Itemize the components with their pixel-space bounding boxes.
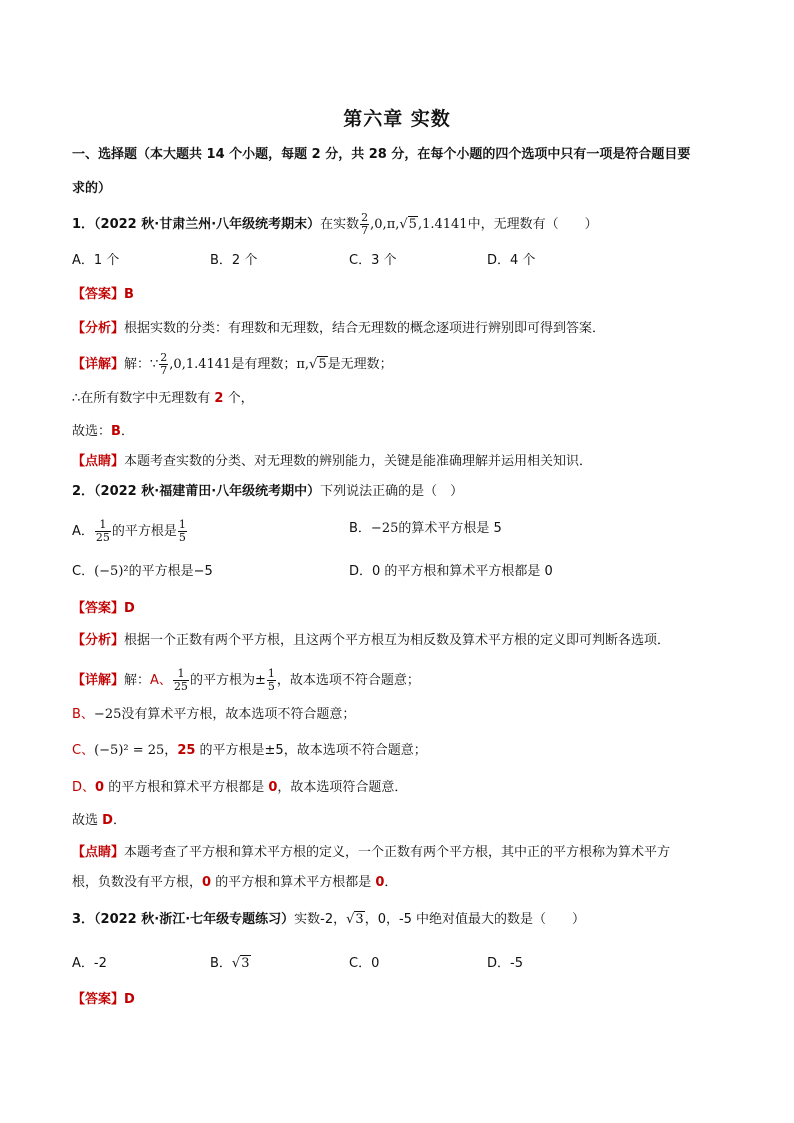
fraction: $\frac{2}{7}$: [361, 211, 369, 237]
q3-answer: 【答案】D: [72, 992, 135, 1007]
q1-conclusion: ∴在所有数字中无理数有 2 个，: [72, 391, 254, 406]
q1-analysis: 【分析】根据实数的分类：有理数和无理数，结合无理数的概念逐项进行辨别即可得到答案．: [72, 321, 606, 336]
section-heading-line2: 求的）: [72, 181, 112, 196]
q2-line-c: C、(−5)² = 25，25 的平方根是±5，故本选项不符合题意；: [72, 743, 427, 758]
q2-analysis: 【分析】根据一个正数有两个平方根，且这两个平方根互为相反数及算术平方根的定义即可判断各选项．: [72, 633, 671, 648]
q2-line-b: B、−25没有算术平方根，故本选项不符合题意；: [72, 707, 356, 722]
number-tail: ,1.4141: [417, 217, 468, 232]
question-3-stem: 3．（2022 秋·浙江·七年级专题练习）实数-2，√3，0，-5 中绝对值最大的数是（ ）: [72, 912, 586, 927]
q1-answer: 【答案】B: [72, 287, 134, 302]
q3-option-a: A．-2: [72, 956, 107, 971]
q1-option-d: D．4 个: [487, 253, 536, 268]
q2-option-c: C．(−5)²的平方根是−5: [72, 564, 213, 579]
q2-option-a: A． $\frac{1}{25}$ 的平方根是 $\frac{1}{5}$: [72, 518, 186, 544]
q1-comment: 【点睛】本题考查实数的分类、对无理数的辨别能力，关键是能准确理解并运用相关知识．: [72, 454, 593, 469]
chapter-title: 第六章 实数: [343, 108, 451, 130]
stem-text: 在实数: [320, 217, 360, 232]
sqrt-expression: √5: [399, 217, 417, 232]
q1-option-b: B．2 个: [210, 253, 258, 268]
stem-text-end: 中，无理数有（ ）: [467, 217, 598, 232]
q1-detail: 【详解】解：∵ $\frac{2}{7}$ ,0,1.4141是有理数；π,√5是无理数；: [72, 351, 393, 377]
question-1-stem: [72, 212, 598, 237]
q2-detail: 【详解】解：A、 $\frac{1}{25}$ 的平方根为± $\frac{1}{5}$ ，故本选项不符合题意；: [72, 667, 420, 693]
question-number: 1．: [72, 217, 95, 232]
section-heading-line1: 一、选择题（本大题共 14 个小题，每题 2 分，共 28 分，在每个小题的四个选项中只有一项是符合题目要: [72, 147, 691, 162]
question-source: （2022 秋·甘肃兰州·八年级统考期末）: [94, 217, 321, 232]
question-2-stem: 2．（2022 秋·福建莆田·八年级统考期中）下列说法正确的是（ ）: [72, 484, 464, 499]
q3-option-b: B．√3: [210, 956, 250, 971]
q1-choice: 故选：B．: [72, 424, 134, 439]
number-list: ,0,π,: [370, 217, 400, 232]
q1-option-c: C．3 个: [349, 253, 397, 268]
q2-option-d: D．0 的平方根和算术平方根都是 0: [349, 564, 553, 579]
q2-comment-line1: 【点睛】本题考查了平方根和算术平方根的定义，一个正数有两个平方根，其中正的平方根称为算术平方: [72, 845, 671, 860]
q3-option-c: C．0: [349, 956, 380, 971]
q2-answer: 【答案】D: [72, 601, 135, 616]
q3-option-d: D．-5: [487, 956, 523, 971]
sqrt-expression: √5: [309, 357, 327, 372]
q2-choice: 故选 D．: [72, 813, 126, 828]
fraction: $\frac{2}{7}$: [160, 351, 168, 377]
sqrt-expression: √3: [346, 912, 364, 927]
q2-option-b: B．−25的算术平方根是 5: [349, 521, 502, 536]
q2-line-d: D、0 的平方根和算术平方根都是 0，故本选项符合题意．: [72, 780, 408, 795]
q2-comment-line2: 根，负数没有平方根，0 的平方根和算术平方根都是 0．: [72, 875, 398, 890]
q1-option-a: A．1 个: [72, 253, 120, 268]
